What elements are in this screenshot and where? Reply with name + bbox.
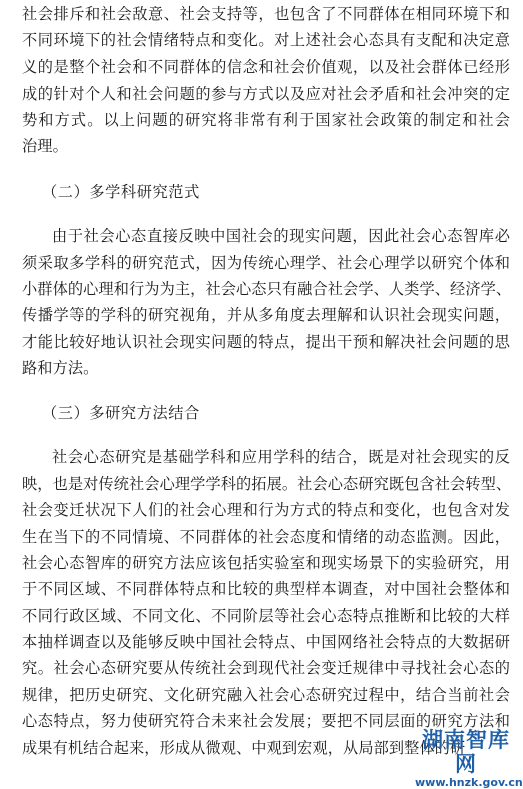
body-text-line: 社会心态智库的研究方法应该包括实验室和现实场景下的实验研究，用	[22, 554, 510, 572]
watermark-title: 湖南智库网	[422, 728, 510, 776]
body-text-line: 路和方法。	[22, 359, 99, 377]
section-heading: （三）多研究方法结合	[42, 404, 200, 422]
body-text-line: 映，也是对传统社会心理学学科的拓展。社会心态研究既包含社会转型、	[22, 475, 512, 493]
body-text-line: 社会排斥和社会敌意、社会支持等，也包含了不同群体在相同环境下和	[22, 5, 510, 23]
body-text-line: 心态特点，努力使研究符合未来社会发展；要把不同层面的研究方法和	[22, 712, 510, 730]
body-text-line: 传播学等的学科的研究视角，并从多角度去理解和认识社会现实问题，	[22, 306, 510, 324]
body-text-line: 成果有机结合起来，形成从微观、中观到宏观，从局部到整体的研	[22, 739, 466, 757]
body-text-line: 由于社会心态直接反映中国社会的现实问题，因此社会心态智库必	[52, 227, 510, 245]
body-text-line: 规律，把历史研究、文化研究融入社会心态研究过程中，结合当前社会	[22, 686, 510, 704]
body-text-line: 小群体的心理和行为为主，社会心态只有融合社会学、人类学、经济学、	[22, 280, 512, 298]
body-text-line: 究。社会心态研究要从传统社会到现代社会变迁规律中寻找社会心态的	[22, 659, 510, 677]
body-text-line: 不同环境下的社会情绪特点和变化。对上述社会心态具有支配和决定意	[22, 31, 510, 49]
watermark-url: www.hnzk.gov.cn	[415, 776, 523, 789]
body-text-line: 于不同区域、不同群体特点和比较的典型样本调查，对中国社会整体和	[22, 580, 510, 598]
body-text-line: 才能比较好地认识社会现实问题的特点，提出干预和解决社会问题的思	[22, 333, 510, 351]
site-watermark	[415, 728, 523, 789]
body-text-line: 成的针对个人和社会问题的参与方式以及应对社会矛盾和社会冲突的定	[22, 85, 510, 103]
body-text-line: 不同行政区域、不同文化、不同阶层等社会心态特点推断和比较的大样	[22, 607, 510, 625]
body-text-line: 社会心态研究是基础学科和应用学科的结合，既是对社会现实的反	[52, 448, 510, 466]
body-text-line: 须采取多学科的研究范式，因为传统心理学、社会心理学以研究个体和	[22, 254, 510, 272]
body-text-line: 社会变迁状况下人们的社会心理和行为方式的特点和变化，也包含对发	[22, 501, 510, 519]
section-heading: （二）多学科研究范式	[42, 183, 200, 201]
body-text-line: 义的是整个社会和不同群体的信念和社会价值观，以及社会群体已经形	[22, 58, 510, 76]
body-text-line: 本抽样调查以及能够反映中国社会特点、中国网络社会特点的大数据研	[22, 633, 510, 651]
body-text-line: 治理。	[22, 137, 68, 155]
body-text-line: 势和方式。以上问题的研究将非常有利于国家社会政策的制定和社会	[22, 111, 510, 129]
body-text-line: 生在当下的不同情境、不同群体的社会态度和情绪的动态监测。因此，	[22, 528, 510, 546]
